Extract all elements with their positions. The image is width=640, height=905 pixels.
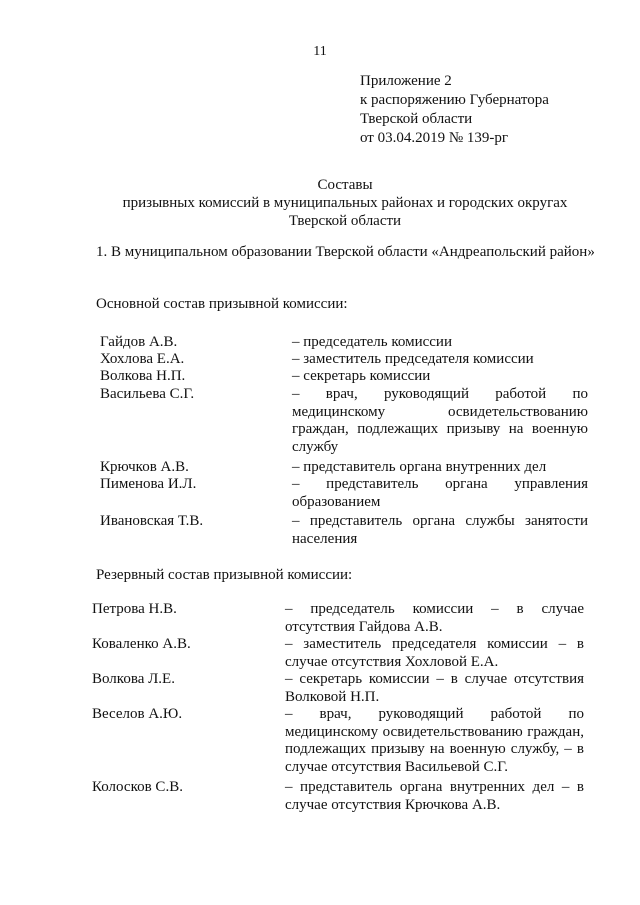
- member-name: Петрова Н.В.: [92, 601, 177, 617]
- reserve-composition-label: Резервный состав призывной комиссии:: [96, 567, 353, 583]
- appendix-block: [360, 72, 549, 148]
- section-heading: 1. В муниципальном образовании Тверской области «Андреапольский район»: [96, 244, 595, 260]
- title-line: призывных комиссий в муниципальных районах и городских округах: [122, 195, 568, 211]
- appendix-line: к распоряжению Губернатора: [360, 92, 549, 108]
- appendix-line: Приложение 2: [360, 73, 452, 89]
- member-role: – представитель органа внутренних дел: [292, 459, 547, 475]
- member-name: Коваленко А.В.: [92, 636, 191, 652]
- member-name: Гайдов А.В.: [100, 334, 178, 350]
- member-name: Веселов А.Ю.: [92, 706, 183, 722]
- appendix-line: от 03.04.2019 № 139-рг: [360, 130, 509, 146]
- member-role: – врач, руководящий работой по медицинскому освидетельствованию граждан, подлежащих призыву на военную службу, – в случае отсутствия Васильевой С.Г.: [285, 706, 584, 775]
- member-name: Волкова Н.П.: [100, 368, 186, 384]
- member-role: – председатель комиссии – в случае отсутствия Гайдова А.В.: [285, 601, 584, 635]
- document-title: [90, 176, 600, 230]
- member-name: Крючков А.В.: [100, 459, 189, 475]
- member-role: – секретарь комиссии: [292, 368, 431, 384]
- title-line: Составы: [317, 177, 373, 193]
- appendix-line: Тверской области: [360, 111, 473, 127]
- member-role: – заместитель председателя комиссии: [292, 351, 534, 367]
- member-role: – представитель органа внутренних дел – в случае отсутствия Крючкова А.В.: [285, 779, 584, 813]
- member-role: – представитель органа службы занятости населения: [292, 513, 588, 547]
- page-number: 11: [313, 44, 327, 59]
- member-role: – председатель комиссии: [292, 334, 452, 350]
- title-line: Тверской области: [288, 213, 402, 229]
- member-name: Колосков С.В.: [92, 779, 183, 795]
- main-composition-label: Основной состав призывной комиссии:: [96, 296, 348, 312]
- member-name: Волкова Л.Е.: [92, 671, 175, 687]
- member-name: Пименова И.Л.: [100, 476, 197, 492]
- member-role: – секретарь комиссии – в случае отсутствия Волковой Н.П.: [285, 671, 584, 705]
- member-role: – представитель органа управления образованием: [292, 476, 588, 510]
- member-name: Ивановская Т.В.: [100, 513, 204, 529]
- member-role: – заместитель председателя комиссии – в случае отсутствия Хохловой Е.А.: [285, 636, 584, 670]
- member-name: Хохлова Е.А.: [100, 351, 185, 367]
- member-role: – врач, руководящий работой по медицинскому освидетельствованию граждан, подлежащих призыву на военную службу: [292, 386, 588, 455]
- member-name: Васильева С.Г.: [100, 386, 195, 402]
